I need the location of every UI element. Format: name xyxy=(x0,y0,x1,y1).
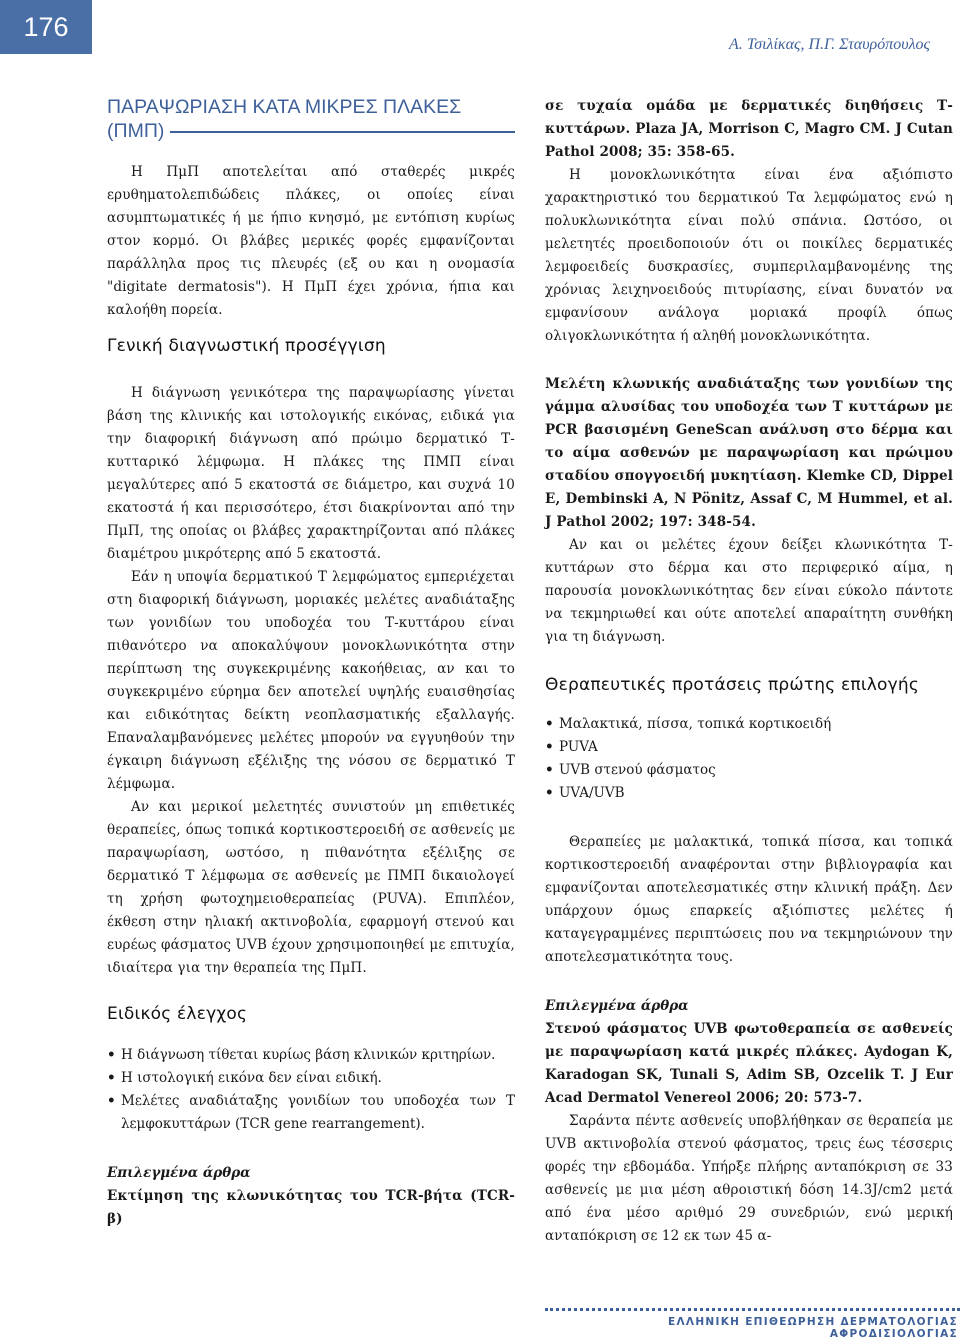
list-item: • UVA/UVB xyxy=(545,782,953,805)
running-header-authors: Α. Τσιλίκας, Π.Γ. Σταυρόπουλος xyxy=(729,36,930,53)
footer-dotted-rule xyxy=(545,1308,960,1311)
page-number: 176 xyxy=(0,0,92,54)
list-item: • PUVA xyxy=(545,736,953,759)
left-column xyxy=(107,95,515,1231)
heading-diagnostic-approach: Γενική διαγνωστική προσέγγιση xyxy=(107,336,386,356)
intro-paragraph: Η ΠμΠ αποτελείται από σταθερές μικρές ερυθηματολεπιδώδεις πλάκες, οι οποίες είναι ασυμπτωματικές ή με ήπιο κνησμό, με εντόπιση κυρίως στον κορμό. Οι βλάβες μερικές φορές εμφανίζονται παράλληλα προς τις πλευρές (εξ ου και η ονομασία "digitate dermatosis"). Η ΠμΠ έχει χρόνια, ήπια και καλοήθη πορεία. xyxy=(107,164,515,318)
page-footer xyxy=(545,1308,960,1340)
heading-first-line-therapy: Θεραπευτικές προτάσεις πρώτης επιλογής xyxy=(545,675,920,695)
article-title: Εκτίμηση της κλωνικότητας του TCR-βήτα (TCR-β) xyxy=(107,1188,515,1227)
section-title-line1: ΠΑΡΑΨΩΡΙΑΣΗ ΚΑΤΑ ΜΙΚΡΕΣ ΠΛΑΚΕΣ xyxy=(107,96,462,118)
list-item: • UVB στενού φάσματος xyxy=(545,759,953,782)
therapy-list xyxy=(545,713,953,805)
diagnosis-paragraph-3: Αν και μερικοί μελετητές συνιστούν μη επιθετικές θεραπείες, όπως τοπικά κορτικοστεροειδή σε ασθενείς με παραψωρίαση, ωστόσο, η πιθανότητα εξέλιξης σε δερματικό Τ λέμφωμα σε ασθενείς με ΠΜΠ δικαιολογεί τη χρήση φωτοχημειοθεραπείας (PUVA). Επιπλέον, έκθεση στην ηλιακή ακτινοβολία, εφαρμογή στενού και ευρέως φάσματος UVB έχουν χρησιμοποιηθεί με επιτυχία, ιδιαίτερα για την θεραπεία της ΠμΠ. xyxy=(107,799,515,976)
reference-2-title: Μελέτη κλωνικής αναδιάταξης των γονιδίων της γάμμα αλυσίδας του υποδοχέα των Τ κυττάρων με PCR βασισμένη GeneScan ανάλυση στο δέρμα και το αίμα ασθενών με παραψωρίαση και πρώιμου σταδίου σπογγοειδή μυκητίαση. Klemke CD, Dippel E, Dembinski A, N Pönitz, Assaf C, M Hummel, et al. J Pathol 2002; 197: 348-54. xyxy=(545,376,953,530)
special-tests-list xyxy=(107,1044,515,1136)
list-item: • Η ιστολογική εικόνα δεν είναι ειδική. xyxy=(107,1067,515,1090)
reference-1-summary: Η μονοκλωνικότητα είναι ένα αξιόπιστο χαρακτηριστικό του δερματικού Τα λεμφώματος ενώ η πολυκλωνικότητα είναι πολύ σπάνια. Ωστόσο, οι μελετητές προειδοποιούν ότι οι ποικίλες δερματικές λεμφοειδείς δυσκρασίες, συμπεριλαμβανομένης της χρόνιας λειχηνοειδούς πιτυρίασης, είναι δυνατόν να εμφανίσουν ανάλογα μοριακά προφίλ όπως ολιγοκλωνικότητα ή αληθή μονοκλωνικότητα. xyxy=(545,167,953,344)
selected-articles-label: Επιλεγμένα άρθρα xyxy=(107,1165,251,1181)
list-item: • Μαλακτικά, πίσσα, τοπικά κορτικοειδή xyxy=(545,713,953,736)
selected-articles-label: Επιλεγμένα άρθρα xyxy=(545,998,689,1014)
list-item: • Μελέτες αναδιάταξης γονιδίων του υποδοχέα των Τ λεμφοκυττάρων (TCR gene rearrangement). xyxy=(107,1090,515,1136)
journal-name: ΕΛΛΗΝΙΚΗ ΕΠΙΘΕΩΡΗΣΗ ΔΕΡΜΑΤΟΛΟΓΙΑΣ ΑΦΡΟΔΙΣΙΟΛΟΓΙΑΣ xyxy=(668,1316,958,1340)
reference-2-summary: Αν και οι μελέτες έχουν δείξει κλωνικότητα Τ-κυττάρων στο δέρμα και στο περιφερικό αίμα, η παρουσία μονοκλωνικότητας δεν είναι εύκολο πάντοτε να τεκμηριωθεί και ούτε αποτελεί απαραίτητη συνθήκη για τη διάγνωση. xyxy=(545,537,953,645)
section-title xyxy=(107,95,515,143)
right-column xyxy=(545,95,953,1248)
diagnosis-paragraph-1: Η διάγνωση γενικότερα της παραψωρίασης γίνεται βάση της κλινικής και ιστολογικής εικόνας, ειδικά για την διαφορική διάγνωση από πρώιμο δερματικό Τ-κυτταρικό λέμφωμα. Η πλάκες της ΠΜΠ είναι μεγαλύτερες από 5 εκατοστά σε διάμετρο, και συχνά 10 εκατοστά ή και περισσότερο, έτσι διακρίνονται από την ΠμΠ, της οποίας οι βλάβες χαρακτηρίζονται από πλάκες διαμέτρου μικρότερης από 5 εκατοστά. xyxy=(107,385,515,562)
section-title-line2: (ΠΜΠ) xyxy=(107,120,165,142)
heading-special-tests: Ειδικός έλεγχος xyxy=(107,1004,248,1024)
list-item: • Η διάγνωση τίθεται κυρίως βάση κλινικών κριτηρίων. xyxy=(107,1044,515,1067)
diagnosis-paragraph-2: Εάν η υποψία δερματικού Τ λεμφώματος εμπεριέχεται στη διαφορική διάγνωση, μοριακές μελέτες αναδιάταξης των γονιδίων του υποδοχέα του Τ-κυττάρου είναι πιθανότερο να αποκαλύψουν μονοκλωνικότητα στην περίπτωση της συγκεκριμένης κακοήθειας, αν και το συγκεκριμένο εύρημα δεν αποτελεί υψηλής ευαισθησίας και ειδικότητας δείκτη νεοπλασματικής εξαλλαγής. Επαναλαμβανόμενες μελέτες μπορούν να εγγυηθούν την έγκαιρη διάγνωση εξέλιξης της νόσου σε δερματικό Τ λέμφωμα. xyxy=(107,569,515,792)
title-rule xyxy=(170,131,515,133)
therapy-paragraph: Θεραπείες με μαλακτικά, τοπικά πίσσα, και τοπικά κορτικοστεροειδή αναφέρονται στην βιβλιογραφία και εμφανίζονται αποτελεσματικές στην κλινική πράξη. Δεν υπάρχουν όμως επαρκείς αξιόπιστες μελέτες ή καταγεγραμμένες περιπτώσεις που να τεκμηριώνουν την αποτελεσματικότητα τους. xyxy=(545,834,953,965)
reference-3-title: Στενού φάσματος UVB φωτοθεραπεία σε ασθενείς με παραψωρίαση κατά μικρές πλάκες. Aydogan K, Karadogan SK, Tunali S, Adim SB, Ozcelik T. J Eur Acad Dermatol Venereol 2006; 20: 573-7. xyxy=(545,1021,953,1106)
reference-3-summary: Σαράντα πέντε ασθενείς υποβλήθηκαν σε θεραπεία με UVB ακτινοβολία στενού φάσματος, τρεις έως τέσσερις φορές την εβδομάδα. Υπήρξε πλήρης ανταπόκριση σε 33 ασθενείς με μια μέση αθροιστική δόση 14.3J/cm2 μετά από ένα μέσο αριθμό 29 συνεδριών, ενώ μερική ανταπόκριση σε 12 εκ των 45 α- xyxy=(545,1113,953,1244)
reference-1-continued: σε τυχαία ομάδα με δερματικές διηθήσεις Τ-κυττάρων. Plaza JA, Morrison C, Magro CM. J Cutan Pathol 2008; 35: 358-65. xyxy=(545,98,953,160)
